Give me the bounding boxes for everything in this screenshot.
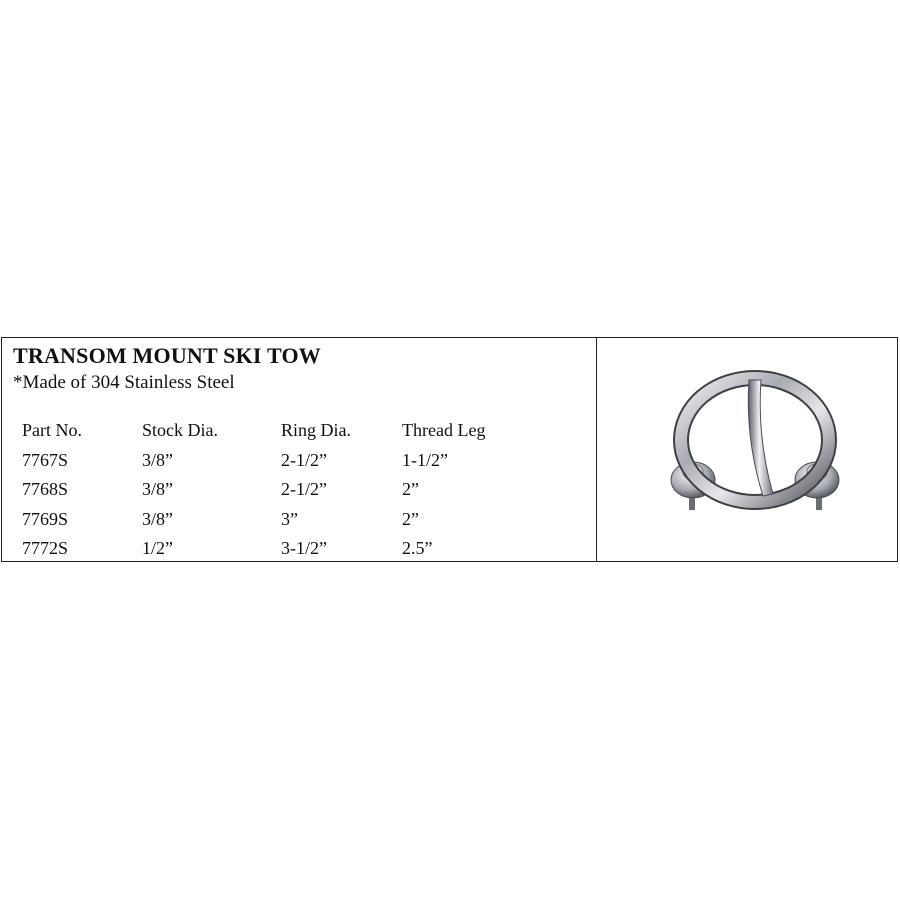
ski-tow-ring-image <box>659 368 849 533</box>
cell-part-no: 7768S <box>22 479 69 500</box>
product-title: TRANSOM MOUNT SKI TOW <box>13 343 321 368</box>
table-row <box>22 534 532 564</box>
spec-table-header-row <box>22 416 532 446</box>
cell-ring-dia: 3-1/2” <box>281 538 327 559</box>
table-row <box>22 475 532 505</box>
table-row <box>22 505 532 535</box>
cell-ring-dia: 2-1/2” <box>281 449 327 470</box>
cell-thread-leg: 1-1/2” <box>402 449 448 470</box>
cell-thread-leg: 2.5” <box>402 538 433 559</box>
cell-ring-dia: 2-1/2” <box>281 479 327 500</box>
cell-thread-leg: 2” <box>402 508 419 529</box>
product-spec-box <box>1 337 898 562</box>
header-ring-dia: Ring Dia. <box>281 420 351 441</box>
product-subtitle: *Made of 304 Stainless Steel <box>13 372 235 393</box>
cell-thread-leg: 2” <box>402 479 419 500</box>
header-stock-dia: Stock Dia. <box>142 420 218 441</box>
cell-ring-dia: 3” <box>281 508 298 529</box>
cell-part-no: 7767S <box>22 449 69 470</box>
product-image-cell <box>597 338 897 561</box>
cell-stock-dia: 3/8” <box>142 449 173 470</box>
table-row <box>22 446 532 476</box>
header-thread-leg: Thread Leg <box>402 420 486 441</box>
spec-table <box>22 416 532 564</box>
cell-stock-dia: 3/8” <box>142 479 173 500</box>
cell-part-no: 7769S <box>22 508 69 529</box>
cell-stock-dia: 3/8” <box>142 508 173 529</box>
cell-part-no: 7772S <box>22 538 69 559</box>
header-part-no: Part No. <box>22 420 82 441</box>
cell-stock-dia: 1/2” <box>142 538 173 559</box>
